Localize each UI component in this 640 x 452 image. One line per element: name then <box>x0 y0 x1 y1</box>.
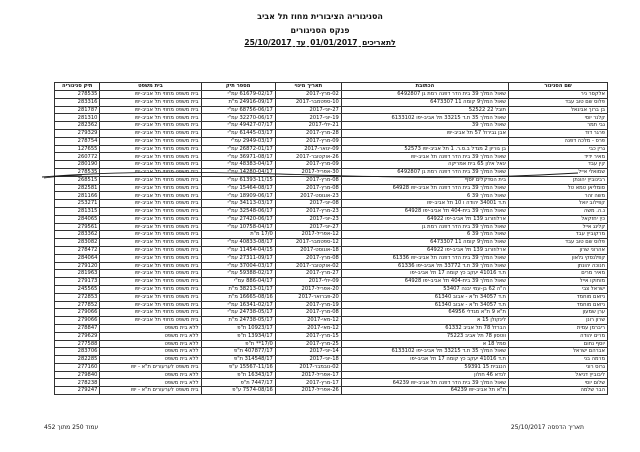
table-cell: 37004-03/17 עמ"י <box>201 262 275 270</box>
table-cell: בית משפט מחוזי תל אביב-יפו <box>100 246 201 254</box>
table-cell: 36971-08/17 עמ"י <box>201 153 275 161</box>
table-cell: 30-אפריל-2017 <box>275 168 341 176</box>
table-cell: 11454-04/15 עמ"י <box>201 246 275 254</box>
table-cell: 12-אפריל-2017 <box>275 231 341 239</box>
table-cell: ארלוזורוב 139 תל אביב-יפו 64922 <box>341 215 508 223</box>
date-range <box>0 38 640 47</box>
table-cell: 279247 <box>55 387 100 395</box>
table-cell: 277588 <box>55 340 100 348</box>
table-cell: 08-מרץ-2017 <box>275 184 341 192</box>
table-cell: 02-נובמבר-2017 <box>275 363 341 371</box>
table-row <box>55 98 608 106</box>
table-cell: בית משפט מחוזי תל אביב-יפו <box>100 114 201 122</box>
table-cell: 09-מרץ-2017 <box>275 137 341 145</box>
table-cell: 21-יולי-2017 <box>275 122 341 130</box>
table-cell: 24916-09/17 מ"ת <box>201 98 275 106</box>
table-cell: נ.ה. משה <box>508 207 607 215</box>
table-cell: 279561 <box>55 223 100 231</box>
table-cell: בית משפט מחוזי תל אביב-יפו <box>100 207 201 215</box>
table-cell: 15464-08/17 עמ"י <box>201 184 275 192</box>
table-cell: קין עבד <box>508 161 607 169</box>
table-cell: שאול המלך 35 ת.ד 33215 תל אביב-יפו 6133102 <box>341 348 508 356</box>
table-cell: פרגר דוד <box>508 129 607 137</box>
table-cell: 279066 <box>55 317 100 325</box>
table-cell: 279173 <box>55 278 100 286</box>
table-cell: בית משפט מחוזי תל אביב-יפו <box>100 129 201 137</box>
table-cell <box>341 137 508 145</box>
table-cell: מרקוביץ עבד <box>508 231 607 239</box>
table-cell: 02-אוקטובר-2017 <box>275 262 341 270</box>
table-cell: ריברמן עמית <box>508 324 607 332</box>
table-cell: בית משפט מחוזי תל אביב-יפו <box>100 106 201 114</box>
table-cell: 38213-01/17 מ"ת <box>201 285 275 293</box>
table-cell: בית משפט מחוזי תל אביב-יפו <box>100 161 201 169</box>
table-row <box>55 137 608 145</box>
document-title: הסניגוריה הציבורית מחוז תל אביב <box>257 12 383 21</box>
table-cell: מרמה בני <box>508 356 607 364</box>
table-row <box>55 348 608 356</box>
table-row <box>55 129 608 137</box>
table-cell: 23-מרץ-2017 <box>275 207 341 215</box>
table-cell: 20-אפריל-2017 <box>275 285 341 293</box>
table-cell: 2949-03/17 עמ"י <box>201 137 275 145</box>
table-header-row <box>55 83 608 91</box>
table-cell: 27311-09/17 עמ"י <box>201 254 275 262</box>
table-row <box>55 145 608 153</box>
table-row <box>55 122 608 130</box>
table-cell: בית משפט מחוזי תל אביב-יפו <box>100 168 201 176</box>
table-cell: פלוס שם טוב עבד <box>508 239 607 247</box>
table-cell: 17-אפריל-2017 <box>275 371 341 379</box>
table-cell: 12-מאי-2017 <box>275 324 341 332</box>
table-cell: ארלוזורוב 139 תל אביב-יפו 64922 <box>341 246 508 254</box>
table-cell: 407877/17 ת"פ <box>201 348 275 356</box>
table-cell: שאול המלך 35 ת.ד 33215 תל אביב-יפו 6133102 <box>341 114 508 122</box>
table-cell: בית משפט מחוזי תל אביב-יפו <box>100 176 201 184</box>
table-cell: 49427-07/17 עמ"י <box>201 122 275 130</box>
table-row <box>55 176 608 184</box>
table-cell: 17/0 מ"ת <box>201 231 275 239</box>
table-cell: שאול המלך 39 ת.ד 33772 תל אביב-יפו 61336 <box>341 262 508 270</box>
table-cell: 27-יוני-2017 <box>275 223 341 231</box>
print-date <box>511 424 584 431</box>
table-cell: 08-מרץ-2017 <box>275 309 341 317</box>
table-cell: 16665-08/16 מ"ת <box>201 293 275 301</box>
table-cell: 10-ספטמבר-2017 <box>275 98 341 106</box>
table-cell: בית משפט מחוזי תל אביב-יפו <box>100 278 201 286</box>
table-cell: 08-מרץ-2017 <box>275 176 341 184</box>
table-cell: שאול המלך 39 בית-404 תל אביב-יפו 64928 <box>341 207 508 215</box>
table-row <box>55 239 608 247</box>
table-cell: 32270-06/17 עמ"י <box>201 114 275 122</box>
table-cell: בית משפט מחוזי תל אביב-יפו <box>100 254 201 262</box>
table-cell: גרין כבי <box>508 145 607 153</box>
table-cell: כץ יחזקאל <box>508 215 607 223</box>
table-cell: 23-יוני-2017 <box>275 215 341 223</box>
table-cell: שאול המלך 39 בית הדר דפנה רמת גן 6492807 <box>341 168 508 176</box>
table-row <box>55 340 608 348</box>
table-cell: 7574-08/16 ע"פ <box>201 387 275 395</box>
table-cell: 281166 <box>55 192 100 200</box>
table-cell: 17-מרץ-2017 <box>275 379 341 387</box>
table-cell: פרס - מלכה דפנה <box>508 137 607 145</box>
table-cell: 12-ספטמבר-2017 <box>275 239 341 247</box>
table-cell: 282362 <box>55 122 100 130</box>
table-cell: 13934/17 ת"פ <box>201 332 275 340</box>
table-cell: בית משפט מחוזי תל אביב-יפו <box>100 317 201 325</box>
table-row <box>55 356 608 364</box>
table-cell: 28-מרץ-2017 <box>275 129 341 137</box>
table-cell: בית משפט מחוזי תל אביב-יפו <box>100 231 201 239</box>
table-cell: רבינוביץ יהונתן <box>508 176 607 184</box>
table-cell: בית משפט לערעורים ת"א - יפו <box>100 363 201 371</box>
table-cell: ת.ד 41016 יעקב כץ קומה 17 תל אביב-יפו <box>341 270 508 278</box>
table-cell: 7447/17 ת"פ <box>201 379 275 387</box>
table-cell: 283706 <box>55 348 100 356</box>
table-row <box>55 114 608 122</box>
table-cell: 19-מרץ-2017 <box>275 301 341 309</box>
table-cell: יוסף נחום <box>508 340 607 348</box>
table-cell: בית משפט מחוזי תל אביב-יפו <box>100 137 201 145</box>
table-cell: 27-מרץ-2017 <box>275 270 341 278</box>
table-cell: 127655 <box>55 145 100 153</box>
column-header: הכתובת <box>341 83 508 91</box>
table-cell: 48383-04/17 עמ"י <box>201 161 275 169</box>
table-row <box>55 301 608 309</box>
table-cell: 23-אוגוסט-2017 <box>275 192 341 200</box>
table-cell: סמל 18 א <box>341 340 508 348</box>
table-cell: 20-פברואר-2017 <box>275 293 341 301</box>
table-row <box>55 184 608 192</box>
table-cell: 260772 <box>55 153 100 161</box>
date-range-separator: עד <box>296 38 306 47</box>
table-cell: מאיר ידיד <box>508 153 607 161</box>
table-cell: 278754 <box>55 137 100 145</box>
table-cell: בית משפט מחוזי תל אביב-יפו <box>100 122 201 130</box>
table-cell: שאול המלך9 קומה 11 6473307 <box>341 239 508 247</box>
table-cell: ת"א תל אביב-יפו 64239 <box>341 387 508 395</box>
table-cell: תובל 22 52522 <box>341 106 508 114</box>
table-cell: 34113-03/17 עמ"י <box>201 200 275 208</box>
table-cell: אהרוני שרון <box>508 246 607 254</box>
table-cell: 278472 <box>55 246 100 254</box>
table-cell: מוחוקו אייל <box>508 278 607 286</box>
table-cell: ללא בית משפט <box>100 332 201 340</box>
table-cell: בן גוריון 2 מגדל ב.ס.ר. 1 תל אביב-יפו 52573 <box>341 145 508 153</box>
table-cell: בית משפט מחוזי תל אביב-יפו <box>100 239 201 247</box>
table-cell: 59388-02/17 עמ"י <box>201 270 275 278</box>
table-cell: שלום יוסי <box>508 379 607 387</box>
table-cell: ניזאם מוחמד <box>508 293 607 301</box>
table-cell: ניזאם מוחמד <box>508 301 607 309</box>
table-cell: 886-04/17 עמ"י <box>201 278 275 286</box>
table-row <box>55 231 608 239</box>
table-cell: הנגבית 15 59391 <box>341 363 508 371</box>
table-cell: 279120 <box>55 262 100 270</box>
table-cell: 284065 <box>55 215 100 223</box>
table-cell: גבי תמר <box>508 122 607 130</box>
table-cell: מאיר מרים <box>508 270 607 278</box>
table-cell: 277852 <box>55 301 100 309</box>
table-cell: בית משפט מחוזי תל אביב-יפו <box>100 192 201 200</box>
table-row <box>55 371 608 379</box>
table-cell: יגאל אלון 65 בית אמריקה <box>341 161 508 169</box>
table-cell: 17/0** ת"פ <box>201 340 275 348</box>
table-row <box>55 278 608 286</box>
table-cell: 61393-11/15 עמ"י <box>201 176 275 184</box>
table-cell: חנוכה יהונתן <box>508 262 607 270</box>
table-cell: בית משפט מחוזי תל אביב-יפו <box>100 184 201 192</box>
table-cell: 16341-02/17 עמ"י <box>201 301 275 309</box>
table-cell: ה"ה 62 בן-עמי יבנה 53407 <box>341 285 508 293</box>
table-cell: שאול המלך 39 בית הדר דפנה רמת גן <box>341 223 508 231</box>
date-range-label: לתאריכים <box>362 38 396 47</box>
table-cell: בית משפט מחוזי תל אביב-יפו <box>100 215 201 223</box>
table-row <box>55 309 608 317</box>
print-date-label: תאריך הדפסה <box>547 424 584 431</box>
table-cell: 09-יולי-2017 <box>275 278 341 286</box>
table-row <box>55 246 608 254</box>
table-row <box>55 192 608 200</box>
table-cell: שאול המלך 39 6 <box>341 231 508 239</box>
table-row <box>55 106 608 114</box>
table-row <box>55 379 608 387</box>
table-row <box>55 153 608 161</box>
table-cell: 25-מרץ-2017 <box>275 340 341 348</box>
table-cell: שמואלי אייל <box>508 168 607 176</box>
table-row <box>55 168 608 176</box>
table-row <box>55 363 608 371</box>
table-cell: בית משפט מחוזי תל אביב-יפו <box>100 301 201 309</box>
column-header: שם הסניגור <box>508 83 607 91</box>
table-cell: קלינג אייל <box>508 223 607 231</box>
table-cell: ערן שמעון <box>508 309 607 317</box>
table-cell: שאול המלך 39 בית הדר דפנה תל אביב-יפו <box>341 153 508 161</box>
table-cell: ת.ד 34057 ת"א - אבוב 61340 <box>341 293 508 301</box>
table-cell: 09-ינואר-2017 <box>275 145 341 153</box>
table-cell: 27420-06/17 עמ"י <box>201 215 275 223</box>
table-row <box>55 324 608 332</box>
table-row <box>55 270 608 278</box>
table-cell: 280190 <box>55 161 100 169</box>
table-cell: 24738-05/17 עמ"י <box>201 309 275 317</box>
table-cell: גרוס רוני <box>508 363 607 371</box>
table-cell: ללא בית משפט <box>100 379 201 387</box>
table-cell: 279329 <box>55 129 100 137</box>
table-cell: בית משפט לערעורים ת"א - יפו <box>100 387 201 395</box>
table-cell: ללא בית משפט <box>100 324 201 332</box>
table-cell: 26-אוקטובר-2017 <box>275 153 341 161</box>
table-cell: 278847 <box>55 324 100 332</box>
table-cell: קפילוב יואל <box>508 200 607 208</box>
table-cell: 15567-11/16 ע"פ <box>201 363 275 371</box>
table-cell: 08-מרץ-2017 <box>275 254 341 262</box>
table-cell: 281310 <box>55 114 100 122</box>
table-cell: 16343/17 ת"פ <box>201 371 275 379</box>
table-cell: שאול המלך 39 בית-404 תל אביב-יפו 64928 <box>341 278 508 286</box>
table-cell: 10758-04/17 עמ"י <box>201 223 275 231</box>
table-cell: שאול המלך 39 6 <box>341 192 508 200</box>
table-cell: בן ברוך אביגאל <box>508 106 607 114</box>
table-cell: 61679-02/17 עמ"י <box>201 91 275 99</box>
table-cell: אלקסר ניר <box>508 91 607 99</box>
table-cell: 245565 <box>55 285 100 293</box>
column-header: תיק סניגוריה <box>55 83 100 91</box>
table-row <box>55 317 608 325</box>
table-cell: 40833-08/17 עמ"י <box>201 239 275 247</box>
table-cell: 282581 <box>55 184 100 192</box>
table-cell: 278535 <box>55 168 100 176</box>
date-range-from: 01/01/2017 <box>310 38 358 47</box>
table-cell: 283082 <box>55 239 100 247</box>
table-cell: מרים יהודה <box>508 332 607 340</box>
table-cell: קלנר יוסי <box>508 114 607 122</box>
table-cell: ת.ד 34057 ת"א - אבוב 61340 <box>341 301 508 309</box>
table-cell: 278535 <box>55 91 100 99</box>
table-row <box>55 215 608 223</box>
table-cell: הבר שלמה <box>508 387 607 395</box>
table-cell: פלוס שם טוב עבד <box>508 98 607 106</box>
table-cell: ישראל צבי <box>508 285 607 293</box>
table-cell: בית משפט מחוזי תל אביב-יפו <box>100 200 201 208</box>
table-row <box>55 223 608 231</box>
table-cell: לינקולן 15 א <box>341 317 508 325</box>
table-cell: 279066 <box>55 309 100 317</box>
table-row <box>55 207 608 215</box>
table-cell: 32548-06/17 עמ"י <box>201 207 275 215</box>
table-cell: 277160 <box>55 363 100 371</box>
table-cell: ללא בית משפט <box>100 348 201 356</box>
table-cell: ת.ד 34001 יהודה ו 10 תל אביב-יפו <box>341 200 508 208</box>
table-cell: 281787 <box>55 106 100 114</box>
table-cell: 10923/17 ת"פ <box>201 324 275 332</box>
table-cell: 253271 <box>55 200 100 208</box>
table-cell: סומליאן טמא טל <box>508 184 607 192</box>
table-cell: 18909-06/17 עמ"י <box>201 192 275 200</box>
table-cell: ת.ד 41016 יעקב כץ קומה 17 תל אביב-יפו <box>341 356 508 364</box>
table-cell: ללא בית משפט <box>100 371 201 379</box>
table-cell: בית משפט מחוזי תל אביב-יפו <box>100 309 201 317</box>
table-cell: בית משפט מחוזי תל אביב-יפו <box>100 270 201 278</box>
table-cell: הברזל 78 תל אביב 61332 <box>341 324 508 332</box>
table-cell: אברהם ישראל <box>508 348 607 356</box>
table-cell: 314548/17 ת"פ <box>201 356 275 364</box>
table-cell: ת"א 9 ת"א מגדלי 64956 <box>341 309 508 317</box>
table-cell: 272853 <box>55 293 100 301</box>
table-cell: בית משפט מחוזי תל אביב-יפו <box>100 98 201 106</box>
table-row <box>55 262 608 270</box>
table-cell: 18-יוני-2017 <box>275 356 341 364</box>
table-cell: בית משפט מחוזי תל אביב-יפו <box>100 285 201 293</box>
table-cell: 19-יוני-2017 <box>275 114 341 122</box>
table-cell: שרון רונן <box>508 317 607 325</box>
table-cell: משה זהר <box>508 192 607 200</box>
table-cell: ללא בית משפט <box>100 340 201 348</box>
table-cell: ללא בית משפט <box>100 356 201 364</box>
table-cell: בית משפט מחוזי תל אביב-יפו <box>100 153 201 161</box>
table-row <box>55 200 608 208</box>
table-cell: קפלנסקי גלאון <box>508 254 607 262</box>
table-cell: 15-מרץ-2017 <box>275 332 341 340</box>
column-header: תאריך מינוי <box>275 83 341 91</box>
table-cell: שאול המלך 39 בית הדר דפנה תל אביב-יפו 64239 <box>341 379 508 387</box>
table-body <box>55 91 608 395</box>
table-cell: 26-אפריל-2017 <box>275 387 341 395</box>
table-cell: בית משפט מחוזי תל אביב-יפו <box>100 262 201 270</box>
table-cell: אבן גבירול 57 תל אביב-יפו <box>341 129 508 137</box>
table-cell: שאול המלך 39 בית הדר דפנה תל אביב-יפו 61336 <box>341 254 508 262</box>
table-cell: בית משפט מחוזי תל אביב-יפו <box>100 145 201 153</box>
table-cell: 281963 <box>55 270 100 278</box>
table-cell: 12-מאי-2017 <box>275 317 341 325</box>
table-cell: ליבוביץ דניאל <box>508 371 607 379</box>
table-cell: 68756-06/17 עמ"י <box>201 106 275 114</box>
table-cell: שאול המלך 39 בית הדר דפנה תל אביב-יפו 64928 <box>341 184 508 192</box>
table-row <box>55 332 608 340</box>
table-cell: בית משפט מחוזי תל אביב-יפו <box>100 293 201 301</box>
table-cell: לנדא 46 חולון <box>341 371 508 379</box>
table-cell: 278238 <box>55 379 100 387</box>
table-cell: 27-יוני-2017 <box>275 106 341 114</box>
table-row <box>55 293 608 301</box>
table-cell: 14280-04/17 עמ"י <box>201 168 275 176</box>
column-header: מספר תיק <box>201 83 275 91</box>
table-cell: 279840 <box>55 371 100 379</box>
table-row <box>55 161 608 169</box>
table-cell: 18-אוגוסט-2017 <box>275 246 341 254</box>
table-cell: שאול המלך 39 בית הדר דפנה רמת גן 6492807 <box>341 91 508 99</box>
table-cell: 61445-03/17 עמ"י <box>201 129 275 137</box>
table-cell: 268515 <box>55 176 100 184</box>
table-cell: בית משפט מחוזי תל אביב-יפו <box>100 91 201 99</box>
table-cell: 279629 <box>55 332 100 340</box>
table-cell: שאול המלך9 קומה 11 6473307 <box>341 98 508 106</box>
table-row <box>55 91 608 99</box>
table-cell: 02-מרץ-2017 <box>275 91 341 99</box>
registry-table <box>54 82 608 395</box>
table-row <box>55 254 608 262</box>
table-cell: בית משפט מחוזי תל אביב-יפו <box>100 223 201 231</box>
print-date-value: 25/10/2017 <box>510 424 546 431</box>
table-cell: 24738-05/17 מ"ת <box>201 317 275 325</box>
table-cell: 282285 <box>55 356 100 364</box>
table-cell: 284064 <box>55 254 100 262</box>
document-subtitle: פנקס הסניגורים <box>290 26 350 35</box>
table-cell: 09-מרץ-2017 <box>275 161 341 169</box>
table-cell: 283316 <box>55 98 100 106</box>
table-cell: 26872-01/17 עמ"י <box>201 145 275 153</box>
table-cell: בית הסדקלים יוסף <box>341 176 508 184</box>
date-range-to: 25/10/2017 <box>244 38 292 47</box>
table-row <box>55 387 608 395</box>
table-row <box>55 285 608 293</box>
page-number: עמוד 250 מתוך 452 <box>44 424 99 431</box>
table-cell: 08-יוני-2017 <box>275 200 341 208</box>
table-cell: ווטסון 78 תל אביב 75223 <box>341 332 508 340</box>
table-cell: 281315 <box>55 207 100 215</box>
table-cell: 14-יוני-2017 <box>275 348 341 356</box>
table-cell: 283362 <box>55 231 100 239</box>
table-cell: שאול המלך 39 <box>341 122 508 130</box>
column-header: בית משפט <box>100 83 201 91</box>
